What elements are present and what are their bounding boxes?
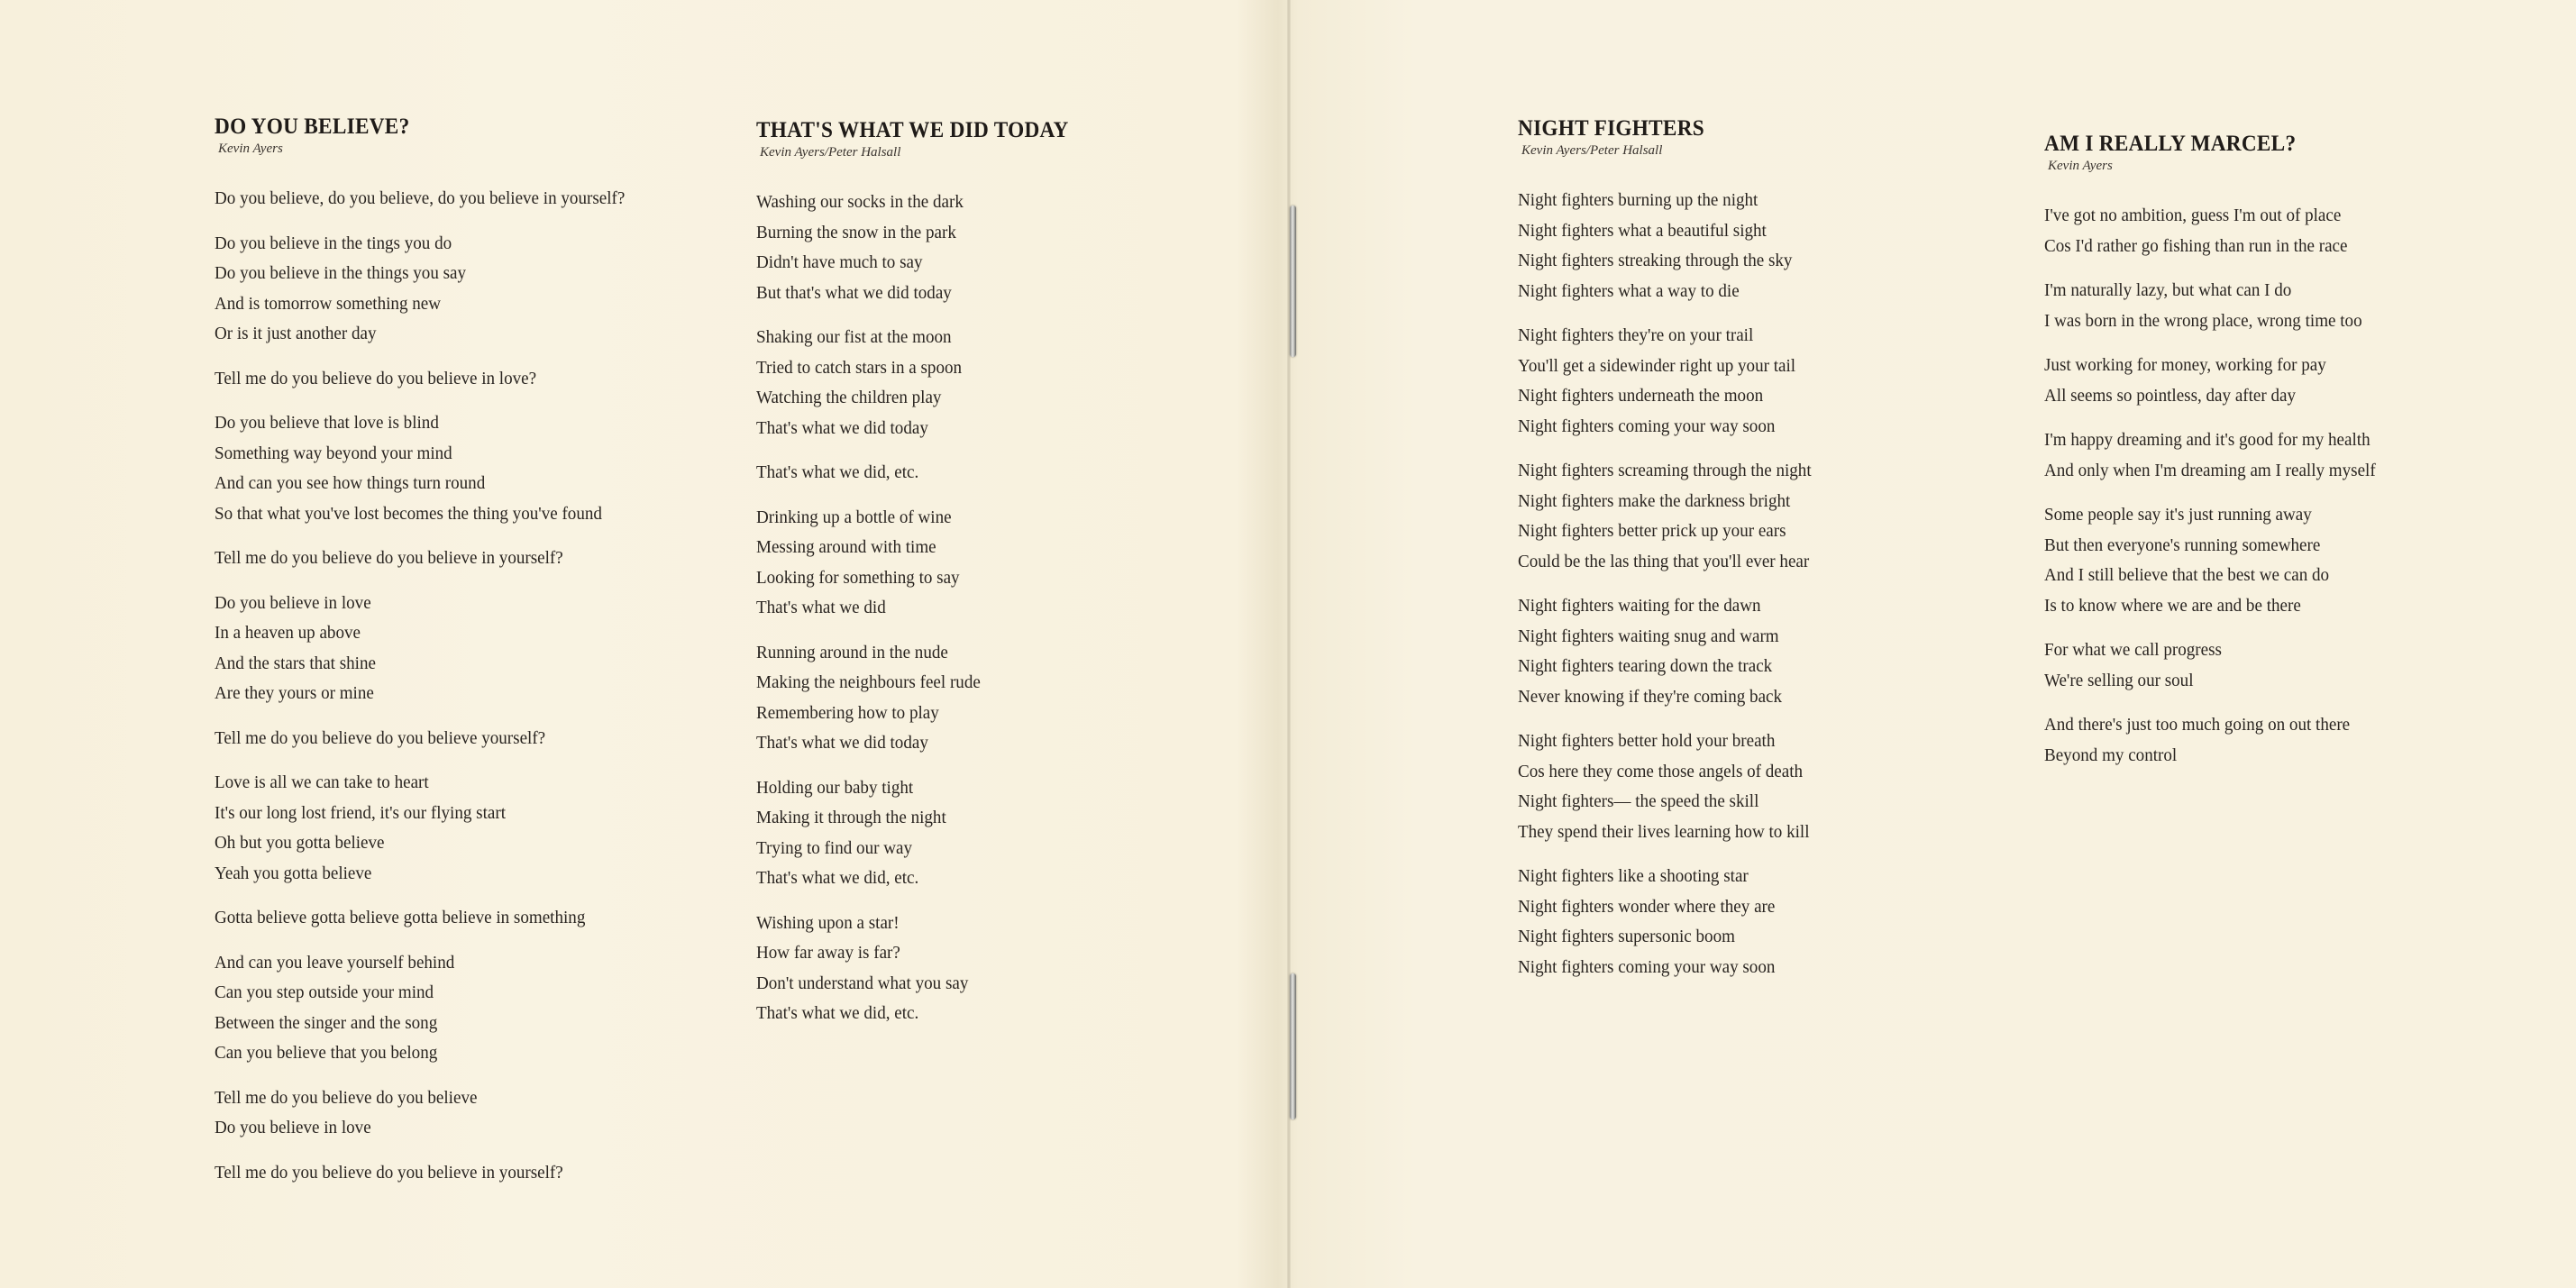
lyric-line: Night fighters screaming through the night <box>1518 461 1812 480</box>
lyric-stanza <box>215 544 656 574</box>
lyric-line: Night fighters burning up the night <box>1518 190 1758 210</box>
lyric-line: How far away is far? <box>756 943 900 963</box>
lyric-line: Making the neighbours feel rude <box>756 672 981 692</box>
lyric-line: And I still believe that the best we can do <box>2044 565 2330 585</box>
song-do-you-believe <box>215 114 656 1188</box>
song-lyrics <box>756 187 1092 1029</box>
lyric-line: Didn't have much to say <box>756 252 923 272</box>
lyric-line: But that's what we did today <box>756 282 952 303</box>
lyric-stanza <box>215 408 656 529</box>
lyric-stanza <box>1518 726 1833 847</box>
lyric-line: And is tomorrow something new <box>215 293 442 314</box>
lyric-line: In a heaven up above <box>215 623 361 643</box>
lyric-stanza <box>215 768 656 889</box>
lyric-line: Tell me do you believe do you believe in yourself? <box>215 548 563 568</box>
lyric-line: Do you believe in the tings you do <box>215 233 452 253</box>
song-title: DO YOU BELIEVE? <box>215 114 410 139</box>
lyric-stanza <box>2044 201 2400 261</box>
lyric-line: Watching the children play <box>756 388 942 407</box>
lyric-line: Messing around with time <box>756 537 936 557</box>
lyric-stanza <box>2044 425 2400 486</box>
lyric-line: All seems so pointless, day after day <box>2044 385 2297 406</box>
lyric-line: Do you believe in love <box>215 1118 371 1137</box>
lyric-line: Remembering how to play <box>756 702 939 723</box>
lyric-line: And only when I'm dreaming am I really myself <box>2044 460 2376 480</box>
lyric-line: We're selling our soul <box>2044 670 2194 690</box>
lyric-line: Trying to find our way <box>756 837 913 858</box>
lyric-line: Running around in the nude <box>756 642 948 662</box>
lyric-line: Wishing upon a star! <box>756 912 900 933</box>
lyric-line: Yeah you gotta believe <box>215 863 372 883</box>
lyric-line: It's our long lost friend, it's our flying start <box>215 802 507 823</box>
song-credit: Kevin Ayers/Peter Halsall <box>760 145 901 160</box>
lyric-stanza <box>1518 456 1833 577</box>
lyric-stanza <box>215 589 656 709</box>
lyric-stanza <box>2044 710 2400 771</box>
lyric-line: Between the singer and the song <box>215 1012 438 1033</box>
lyric-line: Can you believe that you belong <box>215 1043 438 1063</box>
lyric-stanza <box>215 1083 656 1144</box>
lyric-line: Don't understand what you say <box>756 973 969 993</box>
lyric-line: Night fighters supersonic boom <box>1518 927 1735 946</box>
lyric-line: That's what we did, etc. <box>756 462 919 482</box>
lyric-line: But then everyone's running somewhere <box>2044 534 2321 555</box>
lyric-line: For what we call progress <box>2044 640 2222 660</box>
lyric-line: Cos I'd rather go fishing than run in the race <box>2044 235 2348 256</box>
lyric-line: That's what we did, etc. <box>756 1003 919 1023</box>
lyric-line: Making it through the night <box>756 808 946 827</box>
lyric-stanza <box>215 364 656 395</box>
song-thats-what-we-did-today <box>756 118 1092 1029</box>
lyric-line: Some people say it's just running away <box>2044 505 2312 525</box>
lyric-line: I was born in the wrong place, wrong time too <box>2044 310 2362 331</box>
lyric-stanza <box>2044 351 2400 411</box>
lyric-stanza <box>215 229 656 350</box>
lyric-line: Do you believe that love is blind <box>215 413 439 433</box>
lyric-stanza <box>756 458 1092 489</box>
lyric-line: Do you believe in the things you say <box>215 263 467 283</box>
lyric-stanza <box>756 909 1092 1029</box>
lyric-line: Are they yours or mine <box>215 683 374 703</box>
song-credit: Kevin Ayers <box>218 142 283 156</box>
lyric-line: So that what you've lost becomes the thing you've found <box>215 503 602 524</box>
song-lyrics <box>1518 186 1833 982</box>
lyric-stanza <box>215 903 656 934</box>
lyric-line: That's what we did <box>756 598 886 617</box>
lyric-line: And can you see how things turn round <box>215 473 486 493</box>
lyric-line: Tell me do you believe do you believe in yourself? <box>215 1162 563 1183</box>
lyric-stanza <box>1518 862 1833 982</box>
lyric-line: Burning the snow in the park <box>756 222 956 242</box>
lyric-line: Night fighters better hold your breath <box>1518 731 1776 751</box>
lyric-line: Do you believe, do you believe, do you believe in yourself? <box>215 188 626 208</box>
lyric-line: Night fighters waiting snug and warm <box>1518 626 1779 646</box>
lyric-stanza <box>756 503 1092 624</box>
lyric-line: Tried to catch stars in a spoon <box>756 357 963 378</box>
song-title: THAT'S WHAT WE DID TODAY <box>756 118 1069 142</box>
lyric-line: That's what we did today <box>756 417 928 438</box>
lyric-line: Cos here they come those angels of death <box>1518 761 1804 781</box>
lyric-line: Night fighters— the speed the skill <box>1518 791 1759 811</box>
lyric-stanza <box>1518 186 1833 306</box>
lyric-line: Washing our socks in the dark <box>756 192 964 212</box>
lyric-line: Night fighters they're on your trail <box>1518 325 1754 345</box>
lyric-line: I've got no ambition, guess I'm out of place <box>2044 206 2342 225</box>
lyric-line: Just working for money, working for pay <box>2044 355 2326 375</box>
lyric-line: Tell me do you believe do you believe <box>215 1087 478 1108</box>
lyric-line: Night fighters better prick up your ears <box>1518 521 1786 541</box>
lyric-stanza <box>215 724 656 754</box>
lyric-line: Never knowing if they're coming back <box>1518 686 1783 707</box>
lyric-line: Night fighters wonder where they are <box>1518 896 1776 917</box>
lyric-stanza <box>2044 500 2400 621</box>
lyric-stanza <box>756 638 1092 759</box>
lyric-line: Or is it just another day <box>215 324 377 343</box>
lyric-stanza <box>215 948 656 1069</box>
lyric-line: Shaking our fist at the moon <box>756 327 952 347</box>
lyric-line: Night fighters like a shooting star <box>1518 866 1749 886</box>
lyric-line: And can you leave yourself behind <box>215 952 455 973</box>
song-lyrics <box>215 184 656 1188</box>
song-title: AM I REALLY MARCEL? <box>2044 132 2297 156</box>
bottom-staple <box>1290 973 1296 1119</box>
lyric-line: And the stars that shine <box>215 653 376 673</box>
lyric-line: I'm naturally lazy, but what can I do <box>2044 280 2292 300</box>
lyric-stanza <box>2044 635 2400 696</box>
lyric-line: Night fighters underneath the moon <box>1518 386 1764 406</box>
lyric-line: Night fighters tearing down the track <box>1518 656 1773 676</box>
lyric-stanza <box>756 773 1092 894</box>
lyric-line: Could be the las thing that you'll ever hear <box>1518 551 1810 571</box>
lyric-line: Night fighters coming your way soon <box>1518 956 1776 977</box>
lyric-stanza <box>1518 591 1833 712</box>
lyric-line: Night fighters what a beautiful sight <box>1518 220 1767 241</box>
lyric-line: Tell me do you believe do you believe in love? <box>215 368 537 388</box>
song-credit: Kevin Ayers <box>2048 159 2113 173</box>
lyric-line: Night fighters coming your way soon <box>1518 416 1776 436</box>
lyric-line: Night fighters waiting for the dawn <box>1518 596 1761 616</box>
lyric-line: Holding our baby tight <box>756 777 914 798</box>
lyric-line: That's what we did today <box>756 733 928 753</box>
lyric-stanza <box>2044 276 2400 336</box>
lyric-line: You'll get a sidewinder right up your tail <box>1518 355 1796 376</box>
lyric-line: I'm happy dreaming and it's good for my health <box>2044 430 2370 450</box>
song-title: NIGHT FIGHTERS <box>1518 116 1704 141</box>
lyric-line: Night fighters what a way to die <box>1518 280 1740 301</box>
lyric-line: Do you believe in love <box>215 592 371 613</box>
top-staple <box>1290 206 1296 357</box>
lyric-line: Something way beyond your mind <box>215 443 452 463</box>
song-am-i-really-marcel <box>2044 132 2400 771</box>
song-lyrics <box>2044 201 2400 771</box>
lyric-line: Oh but you gotta believe <box>215 833 385 853</box>
lyric-line: Night fighters streaking through the sky <box>1518 251 1793 270</box>
lyric-line: Drinking up a bottle of wine <box>756 507 952 527</box>
lyric-line: And there's just too much going on out there <box>2044 715 2351 735</box>
lyric-line: Tell me do you believe do you believe yourself? <box>215 727 546 748</box>
lyric-line: Night fighters make the darkness bright <box>1518 490 1791 511</box>
lyric-stanza <box>215 1158 656 1189</box>
lyric-line: Gotta believe gotta believe gotta believe in something <box>215 908 586 927</box>
lyric-line: Is to know where we are and be there <box>2044 595 2301 616</box>
lyric-line: Beyond my control <box>2044 744 2178 765</box>
song-credit: Kevin Ayers/Peter Halsall <box>1521 143 1663 158</box>
lyric-line: They spend their lives learning how to kill <box>1518 821 1810 842</box>
lyric-stanza <box>756 187 1092 308</box>
lyric-line: That's what we did, etc. <box>756 868 919 888</box>
lyric-stanza <box>1518 321 1833 442</box>
lyric-stanza <box>215 184 656 215</box>
song-night-fighters <box>1518 116 1833 982</box>
lyric-line: Looking for something to say <box>756 567 960 588</box>
lyric-line: Love is all we can take to heart <box>215 772 429 792</box>
lyric-stanza <box>756 323 1092 443</box>
lyric-line: Can you step outside your mind <box>215 982 434 1002</box>
